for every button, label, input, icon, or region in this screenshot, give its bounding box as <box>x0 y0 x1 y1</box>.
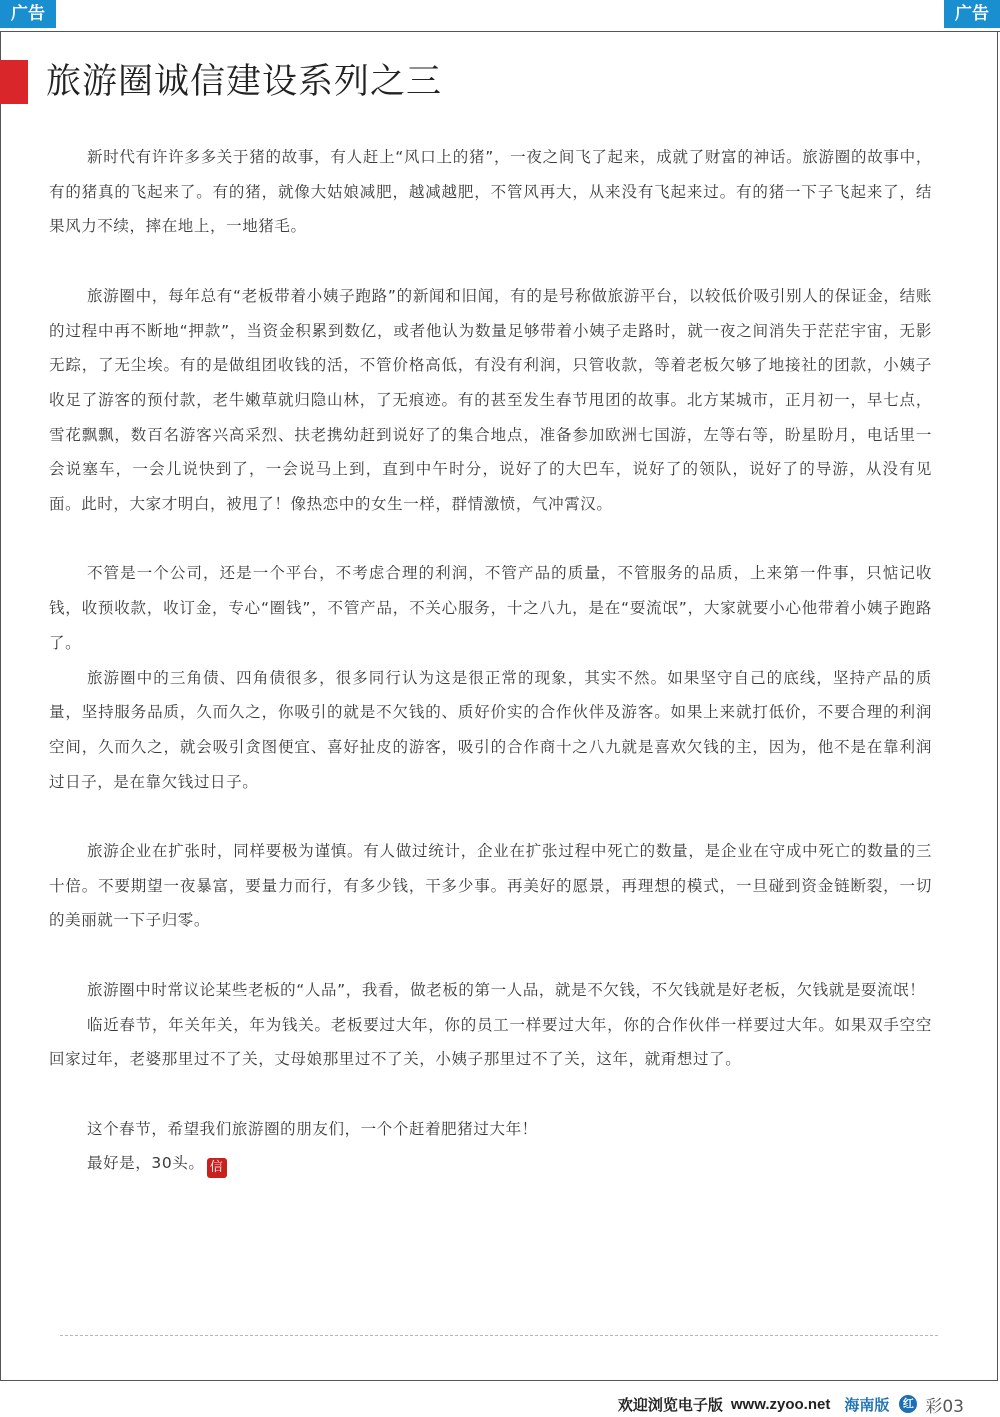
page-footer <box>618 1392 964 1416</box>
footer-edition: 海南版 <box>844 1395 890 1414</box>
title-accent-bar <box>0 60 28 104</box>
xin-seal-icon: 信 <box>207 1158 227 1178</box>
closing-line: 最好是，30头。 <box>86 1154 205 1173</box>
edition-circle-icon: 红 <box>899 1395 917 1413</box>
article-paragraph-3: 不管是一个公司，还是一个平台，不考虑合理的利润，不管产品的质量，不管服务的品质，上来第一件事，只惦记收钱，收预收款，收订金，专心“圈钱”，不管产品，不关心服务，十之八九，是在“耍流氓”，大家就要小心他带着小姨子跑路了。 <box>49 564 932 652</box>
ad-tag-right: 广告 <box>944 0 1000 28</box>
article-body <box>49 140 932 1181</box>
article-paragraph-9 <box>49 1146 932 1181</box>
footer-divider <box>60 1335 938 1336</box>
article-paragraph-1: 新时代有许许多多关于猪的故事，有人赶上“风口上的猪”，一夜之间飞了起来，成就了财富的神话。旅游圈的故事中，有的猪真的飞起来了。有的猪，就像大姑娘减肥，越减越肥，不管风再大，从来没有飞起来过。有的猪一下子飞起来了，结果风力不续，摔在地上，一地猪毛。 <box>49 148 932 236</box>
article-paragraph-8: 这个春节，希望我们旅游圈的朋友们，一个个赶着肥猪过大年！ <box>86 1119 538 1138</box>
page-number: 彩03 <box>925 1396 964 1417</box>
article-paragraph-2: 旅游圈中，每年总有“老板带着小姨子跑路”的新闻和旧闻，有的是号称做旅游平台，以较低价吸引别人的保证金，结账的过程中再不断地“押款”，当资金积累到数亿，或者他认为数量足够带着小姨子走路时，就一夜之间消失于茫茫宇宙，无影无踪，了无尘埃。有的是做组团收钱的活，不管价格高低，有没有利润，只管收款，等着老板欠够了地接社的团款，小姨子收足了游客的预付款，老牛嫩草就归隐山林，了无痕迹。有的甚至发生春节甩团的故事。北方某城市，正月初一，早七点，雪花飘飘，数百名游客兴高采烈、扶老携幼赶到说好了的集合地点，准备参加欧洲七国游，左等右等，盼星盼月，电话里一会说塞车，一会儿说快到了，一会说马上到，直到中午时分，说好了的大巴车，说好了的领队，说好了的导游，从没有见面。此时，大家才明白，被甩了！像热恋中的女生一样，群情激愤，气冲霄汉。 <box>49 286 932 514</box>
page-title: 旅游圈诚信建设系列之三 <box>46 62 443 102</box>
article-paragraph-4: 旅游圈中的三角债、四角债很多，很多同行认为这是很正常的现象，其实不然。如果坚守自己的底线，坚持产品的质量，坚持服务品质，久而久之，你吸引的就是不欠钱的、质好价实的合作伙伴及游客。如果上来就打低价，不要合理的利润空间，久而久之，就会吸引贪图便宜、喜好扯皮的游客，吸引的合作商十之八九就是喜欢欠钱的主，因为，他不是在靠利润过日子，是在靠欠钱过日子。 <box>49 668 932 791</box>
article-paragraph-5: 旅游企业在扩张时，同样要极为谨慎。有人做过统计，企业在扩张过程中死亡的数量，是企业在守成中死亡的数量的三十倍。不要期望一夜暴富，要量力而行，有多少钱，干多少事。再美好的愿景，再理想的模式，一旦碰到资金链断裂，一切的美丽就一下子归零。 <box>49 842 932 930</box>
footer-welcome: 欢迎浏览电子版 <box>617 1395 723 1414</box>
footer-site-link[interactable]: www.zyoo.net <box>730 1395 831 1413</box>
article-paragraph-7: 临近春节，年关年关，年为钱关。老板要过大年，你的员工一样要过大年，你的合作伙伴一样要过大年。如果双手空空回家过年，老婆那里过不了关，丈母娘那里过不了关，小姨子那里过不了关，这年，就甭想过了。 <box>49 1015 932 1069</box>
article-paragraph-6: 旅游圈中时常议论某些老板的“人品”，我看，做老板的第一人品，就是不欠钱，不欠钱就是好老板，欠钱就是耍流氓！ <box>86 980 926 999</box>
ad-tag-left: 广告 <box>0 0 56 28</box>
